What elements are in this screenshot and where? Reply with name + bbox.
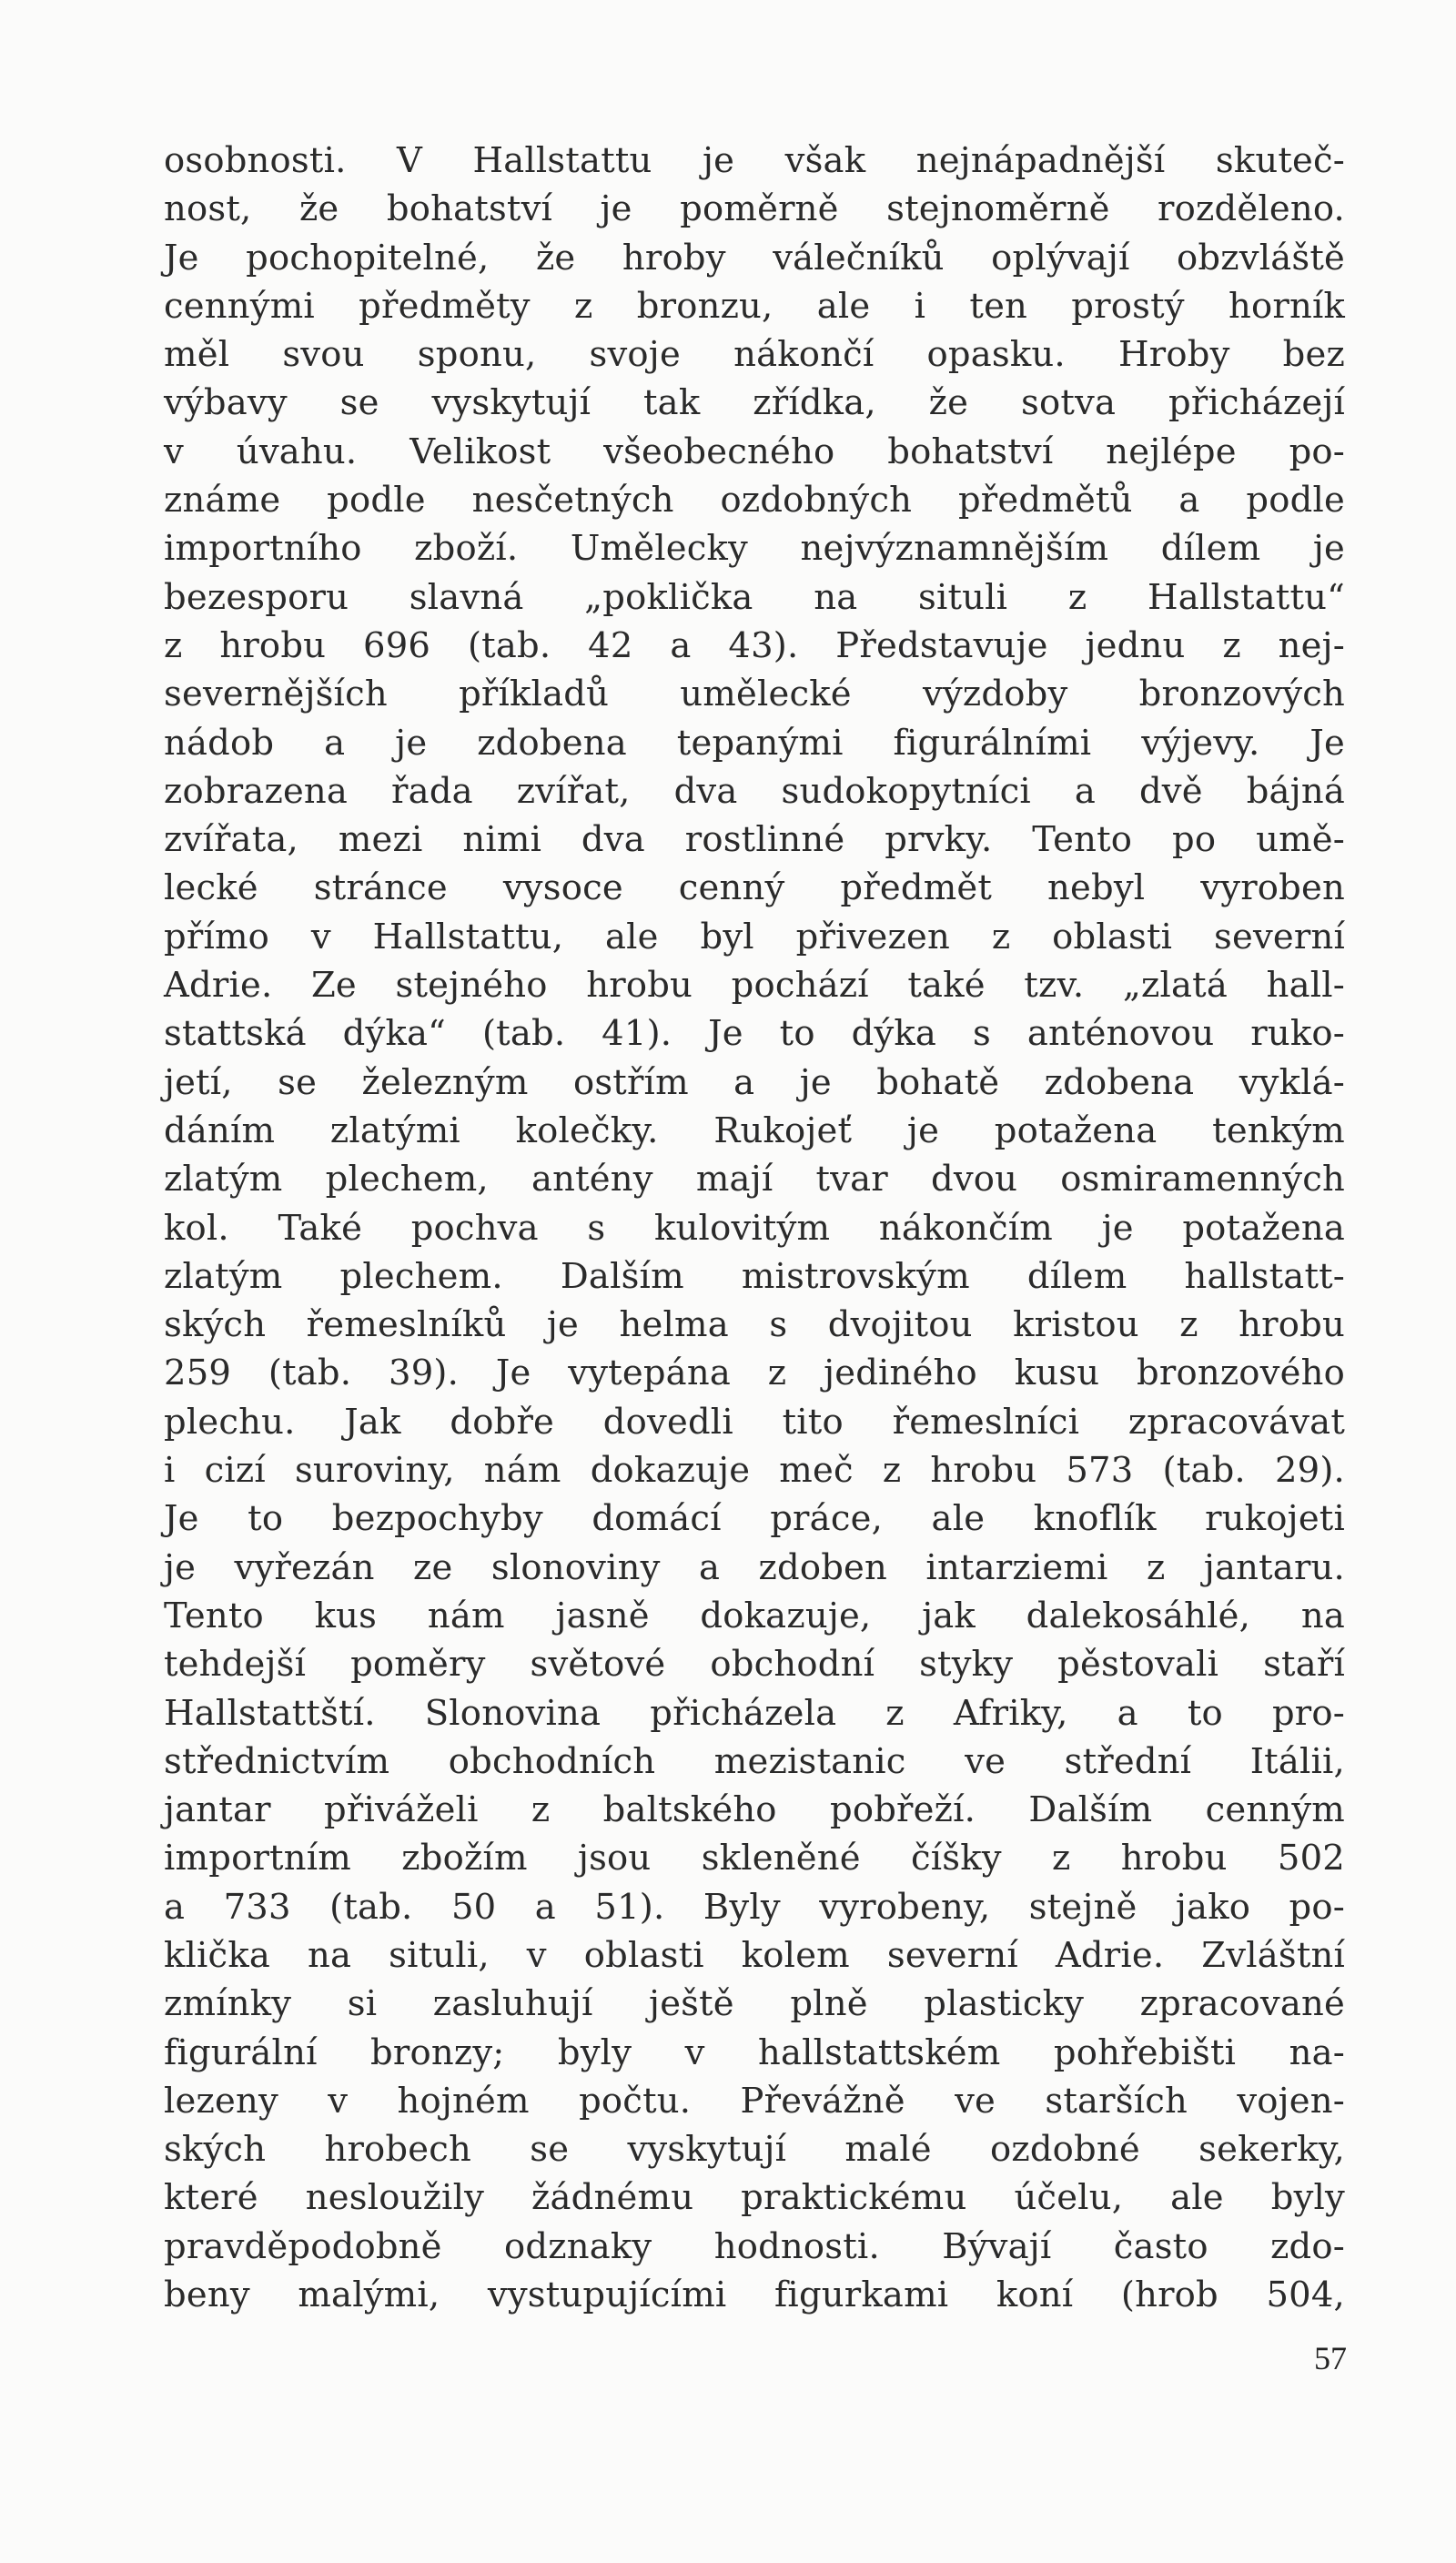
text-line: zlatým plechem. Dalším mistrovským dílem hallstatt-: [164, 1255, 1345, 1297]
text-line: bezesporu slavná „poklička na situli z Hallstattu“: [164, 576, 1345, 618]
text-line: které nesloužily žádnému praktickému účelu, ale byly: [164, 2177, 1345, 2219]
text-line: a 733 (tab. 50 a 51). Byly vyrobeny, stejně jako po-: [164, 1886, 1345, 1928]
text-line: plechu. Jak dobře dovedli tito řemeslníci zpracovávat: [164, 1401, 1345, 1443]
text-line: jetí, se železným ostřím a je bohatě zdobena vyklá-: [164, 1061, 1345, 1103]
text-line: dáním zlatými kolečky. Rukojeť je potažena tenkým: [164, 1109, 1345, 1151]
text-line: stattská dýka“ (tab. 41). Je to dýka s anténovou ruko-: [164, 1013, 1345, 1055]
text-line: cennými předměty z bronzu, ale i ten prostý horník: [164, 285, 1345, 327]
text-line: přímo v Hallstattu, ale byl přivezen z oblasti severní: [164, 916, 1345, 957]
text-line: výbavy se vyskytují tak zřídka, že sotva přicházejí: [164, 382, 1345, 424]
text-line: severnějších příkladů umělecké výzdoby bronzových: [164, 674, 1345, 715]
text-line: Je to bezpochyby domácí práce, ale knoflík rukojeti: [164, 1498, 1345, 1540]
text-line: pravděpodobně odznaky hodnosti. Bývají často zdo-: [164, 2225, 1345, 2267]
text-line: klička na situli, v oblasti kolem severní Adrie. Zvláštní: [164, 1934, 1345, 1976]
text-line: Adrie. Ze stejného hrobu pochází také tzv. „zlatá hall-: [164, 965, 1345, 1007]
text-line: tehdejší poměry světové obchodní styky pěstovali staří: [164, 1644, 1345, 1686]
text-line: 259 (tab. 39). Je vytepána z jediného kusu bronzového: [164, 1352, 1345, 1394]
text-line: je vyřezán ze slonoviny a zdoben intarziemi z jantaru.: [164, 1546, 1345, 1588]
text-line: z hrobu 696 (tab. 42 a 43). Představuje jednu z nej-: [164, 624, 1345, 666]
text-line: lezeny v hojném počtu. Převážně ve starších vojen-: [164, 2080, 1345, 2122]
text-line: importního zboží. Umělecky nejvýznamnějším dílem je: [164, 528, 1345, 570]
text-line: zlatým plechem, antény mají tvar dvou osmiramenných: [164, 1159, 1345, 1200]
text-line: zobrazena řada zvířat, dva sudokopytníci a dvě bájná: [164, 770, 1345, 812]
text-line: beny malými, vystupujícími figurkami koní (hrob 504,: [164, 2274, 1345, 2316]
text-line: jantar přiváželi z baltského pobřeží. Dalším cenným: [164, 1789, 1345, 1831]
text-line: Tento kus nám jasně dokazuje, jak dalekosáhlé, na: [164, 1595, 1345, 1636]
body-text: [164, 137, 1345, 2319]
text-line: ských řemeslníků je helma s dvojitou kristou z hrobu: [164, 1304, 1345, 1346]
text-line: měl svou sponu, svoje nákončí opasku. Hroby bez: [164, 334, 1345, 376]
text-line: nost, že bohatství je poměrně stejnoměrně rozděleno.: [164, 188, 1345, 230]
text-line: figurální bronzy; byly v hallstattském pohřebišti na-: [164, 2031, 1345, 2073]
text-line: zvířata, mezi nimi dva rostlinné prvky. Tento po umě-: [164, 819, 1345, 861]
text-line: Hallstattští. Slonovina přicházela z Afriky, a to pro-: [164, 1692, 1345, 1734]
text-line: importním zbožím jsou skleněné číšky z hrobu 502: [164, 1838, 1345, 1879]
text-line: zmínky si zasluhují ještě plně plasticky zpracované: [164, 1983, 1345, 2025]
text-line: i cizí suroviny, nám dokazuje meč z hrobu 573 (tab. 29).: [164, 1450, 1345, 1492]
text-line: Je pochopitelné, že hroby válečníků oplývají obzvláště: [164, 237, 1345, 279]
text-line: ských hrobech se vyskytují malé ozdobné sekerky,: [164, 2129, 1345, 2171]
text-line: v úvahu. Velikost všeobecného bohatství nejlépe po-: [164, 431, 1345, 472]
text-line: známe podle nesčetných ozdobných předmětů a podle: [164, 480, 1345, 522]
text-line: osobnosti. V Hallstattu je však nejnápadnější skuteč-: [164, 140, 1345, 181]
page-number: 57: [1314, 2340, 1347, 2376]
text-line: střednictvím obchodních mezistanic ve střední Itálii,: [164, 1740, 1345, 1782]
text-line: kol. Také pochva s kulovitým nákončím je potažena: [164, 1207, 1345, 1249]
text-line: lecké stránce vysoce cenný předmět nebyl vyroben: [164, 867, 1345, 909]
text-line: nádob a je zdobena tepanými figurálními výjevy. Je: [164, 722, 1345, 764]
